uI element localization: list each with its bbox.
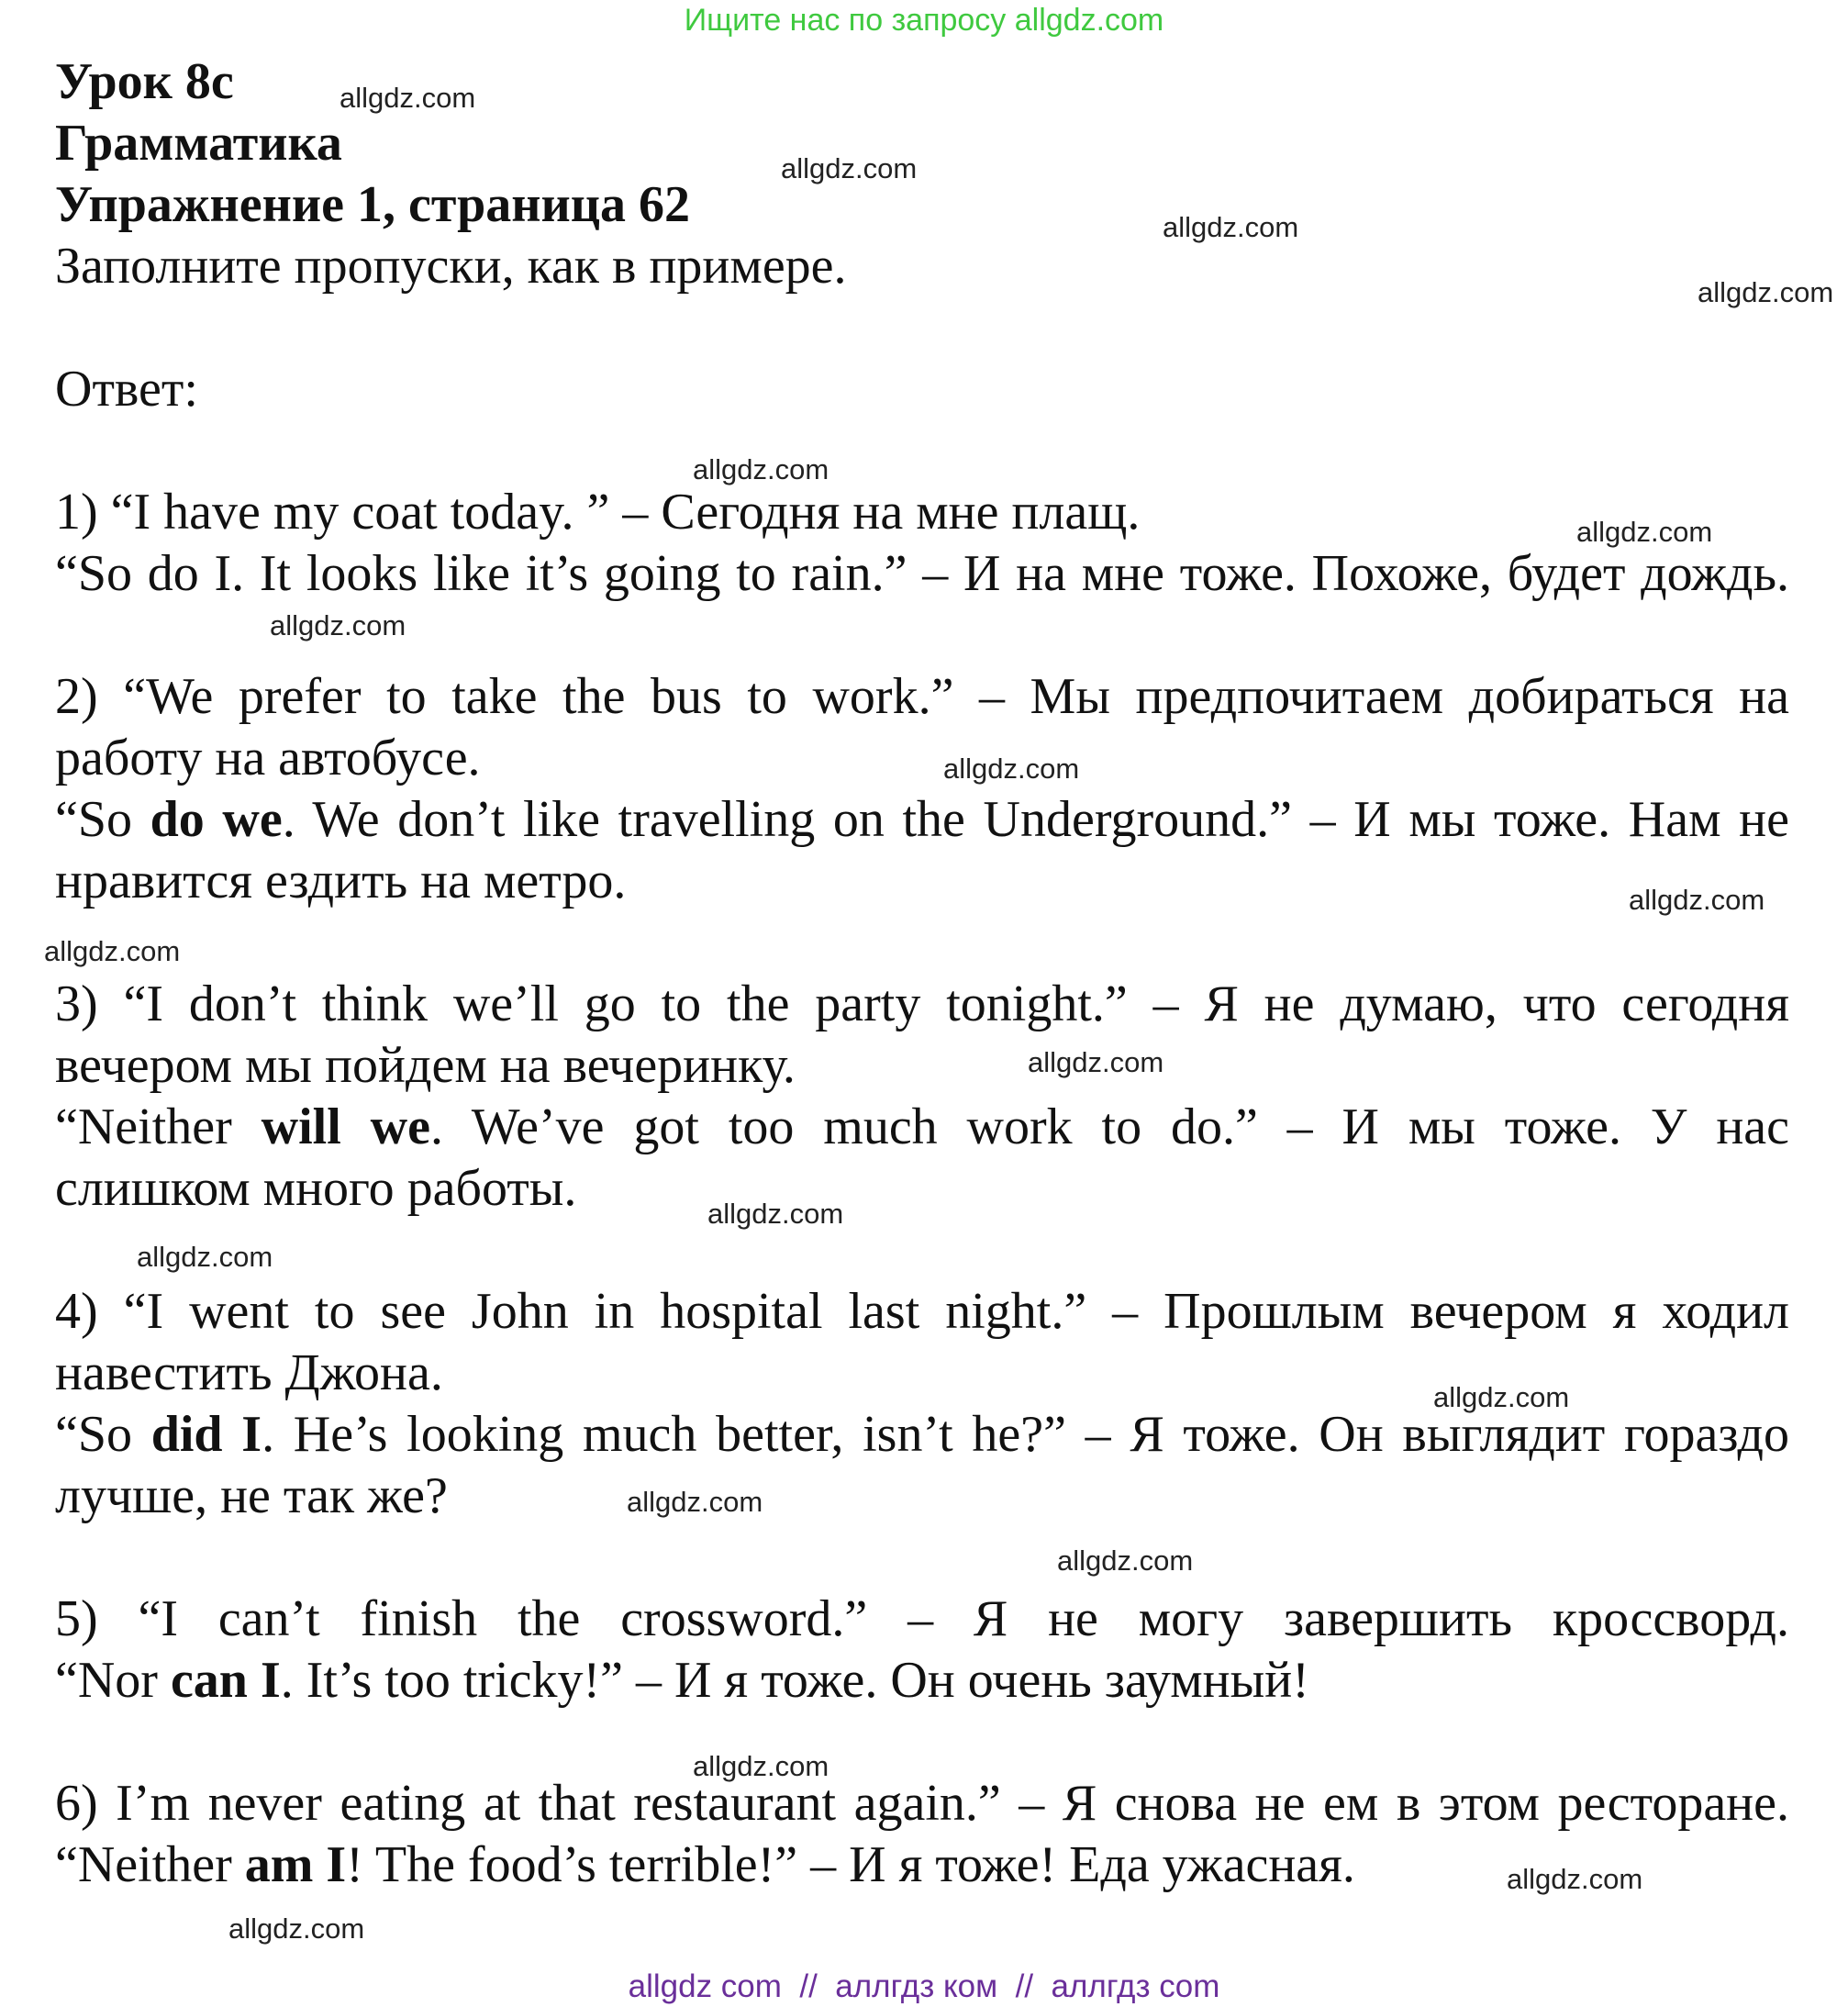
section-title: Грамматика	[55, 115, 342, 172]
footer-links: allgdz com // аллгдз ком // аллгдз com	[628, 1968, 1220, 2004]
item-4-line1: 4) “I went to see John in hospital last night.” – Прошлым вечером я ходил	[55, 1283, 1789, 1340]
top-banner: Ищите нас по запросу allgdz.com	[684, 3, 1164, 38]
item-2-line2b: нравится ездить на метро.	[55, 853, 627, 909]
item-4-line1b: навестить Джона.	[55, 1344, 443, 1401]
item-3-answer: will we	[261, 1098, 430, 1155]
item-3-line2b: слишком много работы.	[55, 1160, 577, 1217]
watermark: allgdz.com	[137, 1241, 273, 1273]
item-3-line2-post: . We’ve got too much work to do.” – И мы тоже. У нас	[429, 1098, 1790, 1155]
watermark: allgdz.com	[707, 1198, 844, 1230]
item-4-line2b: лучше, не так же?	[55, 1467, 448, 1524]
watermark: allgdz.com	[1507, 1863, 1643, 1895]
item-6-answer: am I	[244, 1836, 347, 1893]
item-5-answer: can I	[170, 1652, 281, 1709]
item-3-line1b: вечером мы пойдем на вечеринку.	[55, 1037, 796, 1094]
watermark: allgdz.com	[1698, 276, 1834, 308]
exercise-title: Упражнение 1, страница 62	[55, 176, 691, 233]
item-4-line2-post: . He’s looking much better, isn’t he?” – Я тоже. Он выглядит гораздо	[262, 1406, 1789, 1463]
document-body	[55, 51, 1789, 1896]
watermark: allgdz.com	[1629, 884, 1765, 916]
item-6-line1: 6) I’m never eating at that restaurant again.” – Я снова не ем в этом ресторане.	[55, 1775, 1789, 1832]
item-1-line2: “So do I. It looks like it’s going to rain.” – И на мне тоже. Похоже, будет дождь.	[55, 545, 1789, 602]
item-1-line1: 1) “I have my coat today. ” – Сегодня на мне плащ.	[55, 484, 1141, 541]
item-6-line2-post: ! The food’s terrible!” – И я тоже! Еда ужасная.	[346, 1836, 1355, 1893]
watermark: allgdz.com	[693, 1750, 829, 1782]
item-4-line2-pre: “So	[55, 1406, 151, 1463]
watermark: allgdz.com	[781, 152, 918, 184]
watermark: allgdz.com	[1057, 1544, 1194, 1577]
item-3-line2	[55, 1097, 1789, 1158]
item-2-line1b: работу на автобусе.	[55, 730, 481, 786]
watermark: allgdz.com	[228, 1912, 365, 1945]
item-6-line2-pre: “Neither	[55, 1836, 245, 1893]
watermark: allgdz.com	[1433, 1381, 1570, 1413]
watermark: allgdz.com	[943, 753, 1080, 785]
item-3-line1: 3) “I don’t think we’ll go to the party tonight.” – Я не думаю, что сегодня	[55, 976, 1789, 1032]
watermark: allgdz.com	[1028, 1046, 1164, 1078]
watermark: allgdz.com	[340, 82, 476, 114]
answer-label: Ответ:	[55, 361, 198, 418]
item-2-answer: do we	[150, 791, 283, 848]
item-5-line2-pre: “Nor	[55, 1652, 171, 1709]
item-3-line2-pre: “Neither	[55, 1098, 262, 1155]
watermark: allgdz.com	[627, 1486, 763, 1518]
lesson-title: Урок 8c	[55, 53, 234, 110]
item-4-answer: did I	[150, 1406, 262, 1463]
item-5-line2-post: . It’s too tricky!” – И я тоже. Он очень заумный!	[280, 1652, 1309, 1709]
item-2-line1: 2) “We prefer to take the bus to work.” – Мы предпочитаем добираться на	[55, 668, 1789, 725]
item-5-line1: 5) “I can’t finish the crossword.” – Я не могу завершить кроссворд.	[55, 1590, 1789, 1647]
item-2-line2	[55, 789, 1789, 851]
watermark: allgdz.com	[44, 935, 181, 967]
item-2-line2-post: . We don’t like travelling on the Underground.” – И мы тоже. Нам не	[282, 791, 1789, 848]
watermark: allgdz.com	[1163, 211, 1299, 243]
item-2-line2-pre: “So	[55, 791, 150, 848]
task-text: Заполните пропуски, как в примере.	[55, 238, 847, 295]
watermark: allgdz.com	[693, 453, 829, 485]
watermark: allgdz.com	[270, 609, 406, 641]
watermark: allgdz.com	[1576, 516, 1713, 548]
item-5-line2	[55, 1650, 1789, 1712]
